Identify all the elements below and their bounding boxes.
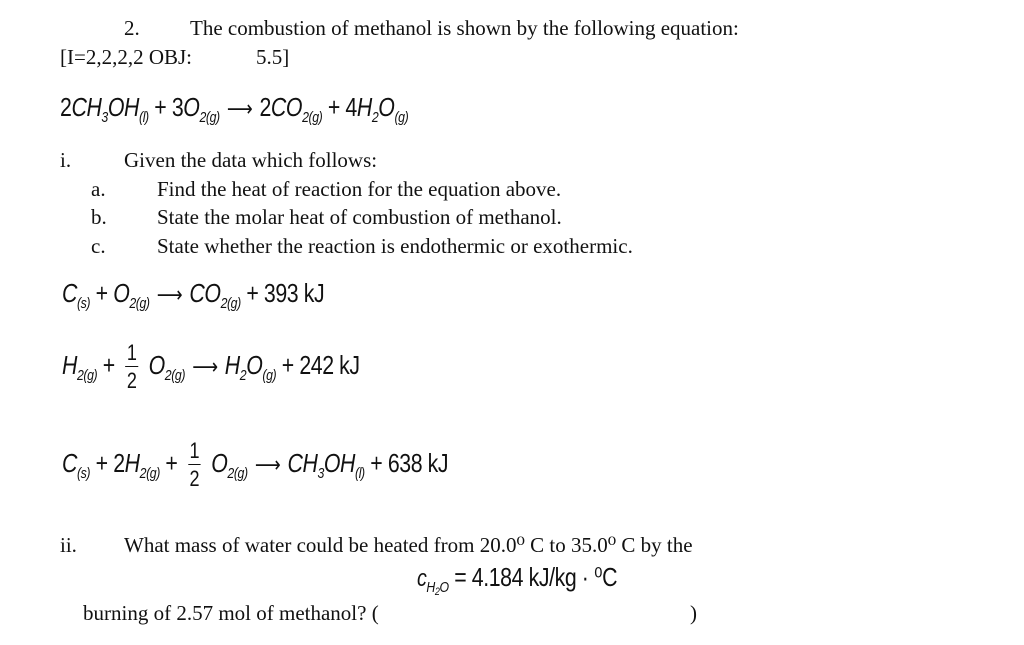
part-ii-text-continued: burning of 2.57 mol of methanol? ( xyxy=(83,601,379,625)
list-item: State the molar heat of combustion of methanol. xyxy=(157,205,562,229)
list-item-label: b. xyxy=(91,205,107,229)
fraction-one-half: $\frac{1}{2}$ xyxy=(126,340,137,393)
equation-carbon-combustion: $C_{(s)} + O_{2(g)}$ ⟶ $CO_{2(g)} + 393$ kJ xyxy=(62,278,325,312)
reaction-arrow: ⟶ xyxy=(156,282,183,307)
reaction-arrow: ⟶ xyxy=(254,451,281,477)
list-item: Find the heat of reaction for the equation above. xyxy=(157,177,562,201)
fraction-one-half: $\frac{1}{2}$ xyxy=(189,438,200,491)
question-number: 2. xyxy=(124,16,140,40)
list-item-label: c. xyxy=(91,234,106,258)
equation-methanol-formation: $C_{(s)} + 2H_{2(g)}$ + $\frac{1}{2}$ $O_{2(g)}$ ⟶ $CH_3OH_{(l)} + 638$ kJ xyxy=(62,438,449,491)
equation-hydrogen-combustion: $H_{2(g)}$ + $\frac{1}{2}$ $O_{2(g)}$ ⟶ $H_2O_{(g)} + 242$ kJ xyxy=(62,340,360,393)
part-ii-text: What mass of water could be heated from 20.0⁰ C to 35.0⁰ C by the xyxy=(124,533,693,557)
part-i-text: Given the data which follows: xyxy=(124,148,378,172)
closing-parenthesis: ) xyxy=(690,601,697,625)
list-item-label: a. xyxy=(91,177,106,201)
energy-value: 393 kJ xyxy=(263,278,325,308)
specific-heat-of-water: $c_{H_2O} = 4.184$ kJ/kg · ⁰C xyxy=(417,562,618,598)
main-equation: $2CH_3OH_{(l)} + 3O_{2(g)}$ ⟶ $2CO_{2(g)} + 4H_2O_{(g)}$ xyxy=(60,92,409,126)
question-ref: [I=2,2,2,2 OBJ: xyxy=(60,45,193,69)
part-ii-label: ii. xyxy=(60,533,77,557)
list-item: State whether the reaction is endothermic or exothermic. xyxy=(157,234,633,258)
reaction-arrow: ⟶ xyxy=(226,96,253,121)
reaction-arrow: ⟶ xyxy=(192,353,218,379)
part-i-label: i. xyxy=(60,148,72,172)
question-title: The combustion of methanol is shown by the following equation: xyxy=(190,16,739,40)
energy-value: 638 kJ xyxy=(387,447,449,478)
question-ref-value: 5.5] xyxy=(256,45,290,69)
energy-value: 242 kJ xyxy=(299,349,360,380)
